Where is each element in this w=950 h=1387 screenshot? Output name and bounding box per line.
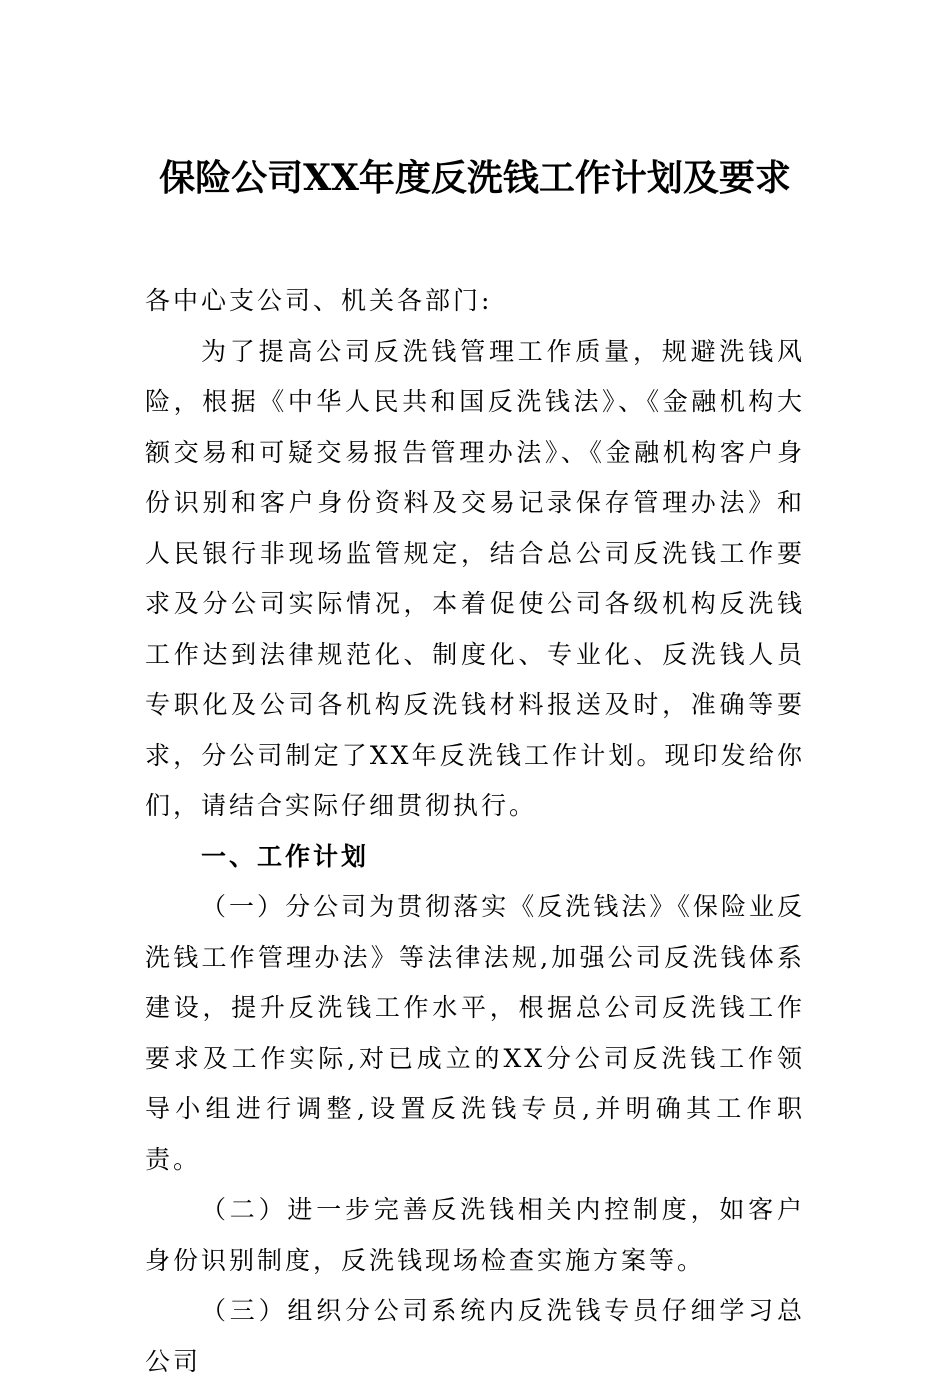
section-heading-work-plan: 一、工作计划 [201,841,370,871]
intro-paragraph: 为了提高公司反洗钱管理工作质量，规避洗钱风险，根据《中华人民共和国反洗钱法》、《金融机构大额交易和可疑交易报告管理办法》、《金融机构客户身份识别和客户身份资料及交易记录保存管理办法》和人民银行非现场监管规定，结合总公司反洗钱工作要求及分公司实际情况，本着促使公司各级机构反洗钱工作达到法律规范化、制度化、专业化、反洗钱人员专职化及公司各机构反洗钱材料报送及时，准确等要求，分公司制定了XX年反洗钱工作计划。现印发给你们，请结合实际仔细贯彻执行。 [145,336,805,820]
plan-item-1: （一）分公司为贯彻落实《反洗钱法》《保险业反洗钱工作管理办法》等法律法规,加强公司反洗钱体系建设，提升反洗钱工作水平，根据总公司反洗钱工作要求及工作实际,对已成立的XX分公司反洗钱工作领导小组进行调整,设置反洗钱专员,并明确其工作职责。 [145,892,805,1174]
document-body [145,276,805,1387]
salutation: 各中心支公司、机关各部门: [145,286,493,315]
document-title: 保险公司XX年度反洗钱工作计划及要求 [159,157,791,199]
plan-item-3: （三）组织分公司系统内反洗钱专员仔细学习总公司 [145,1296,805,1376]
plan-item-2: （二）进一步完善反洗钱相关内控制度，如客户身份识别制度，反洗钱现场检查实施方案等。 [145,1195,805,1275]
